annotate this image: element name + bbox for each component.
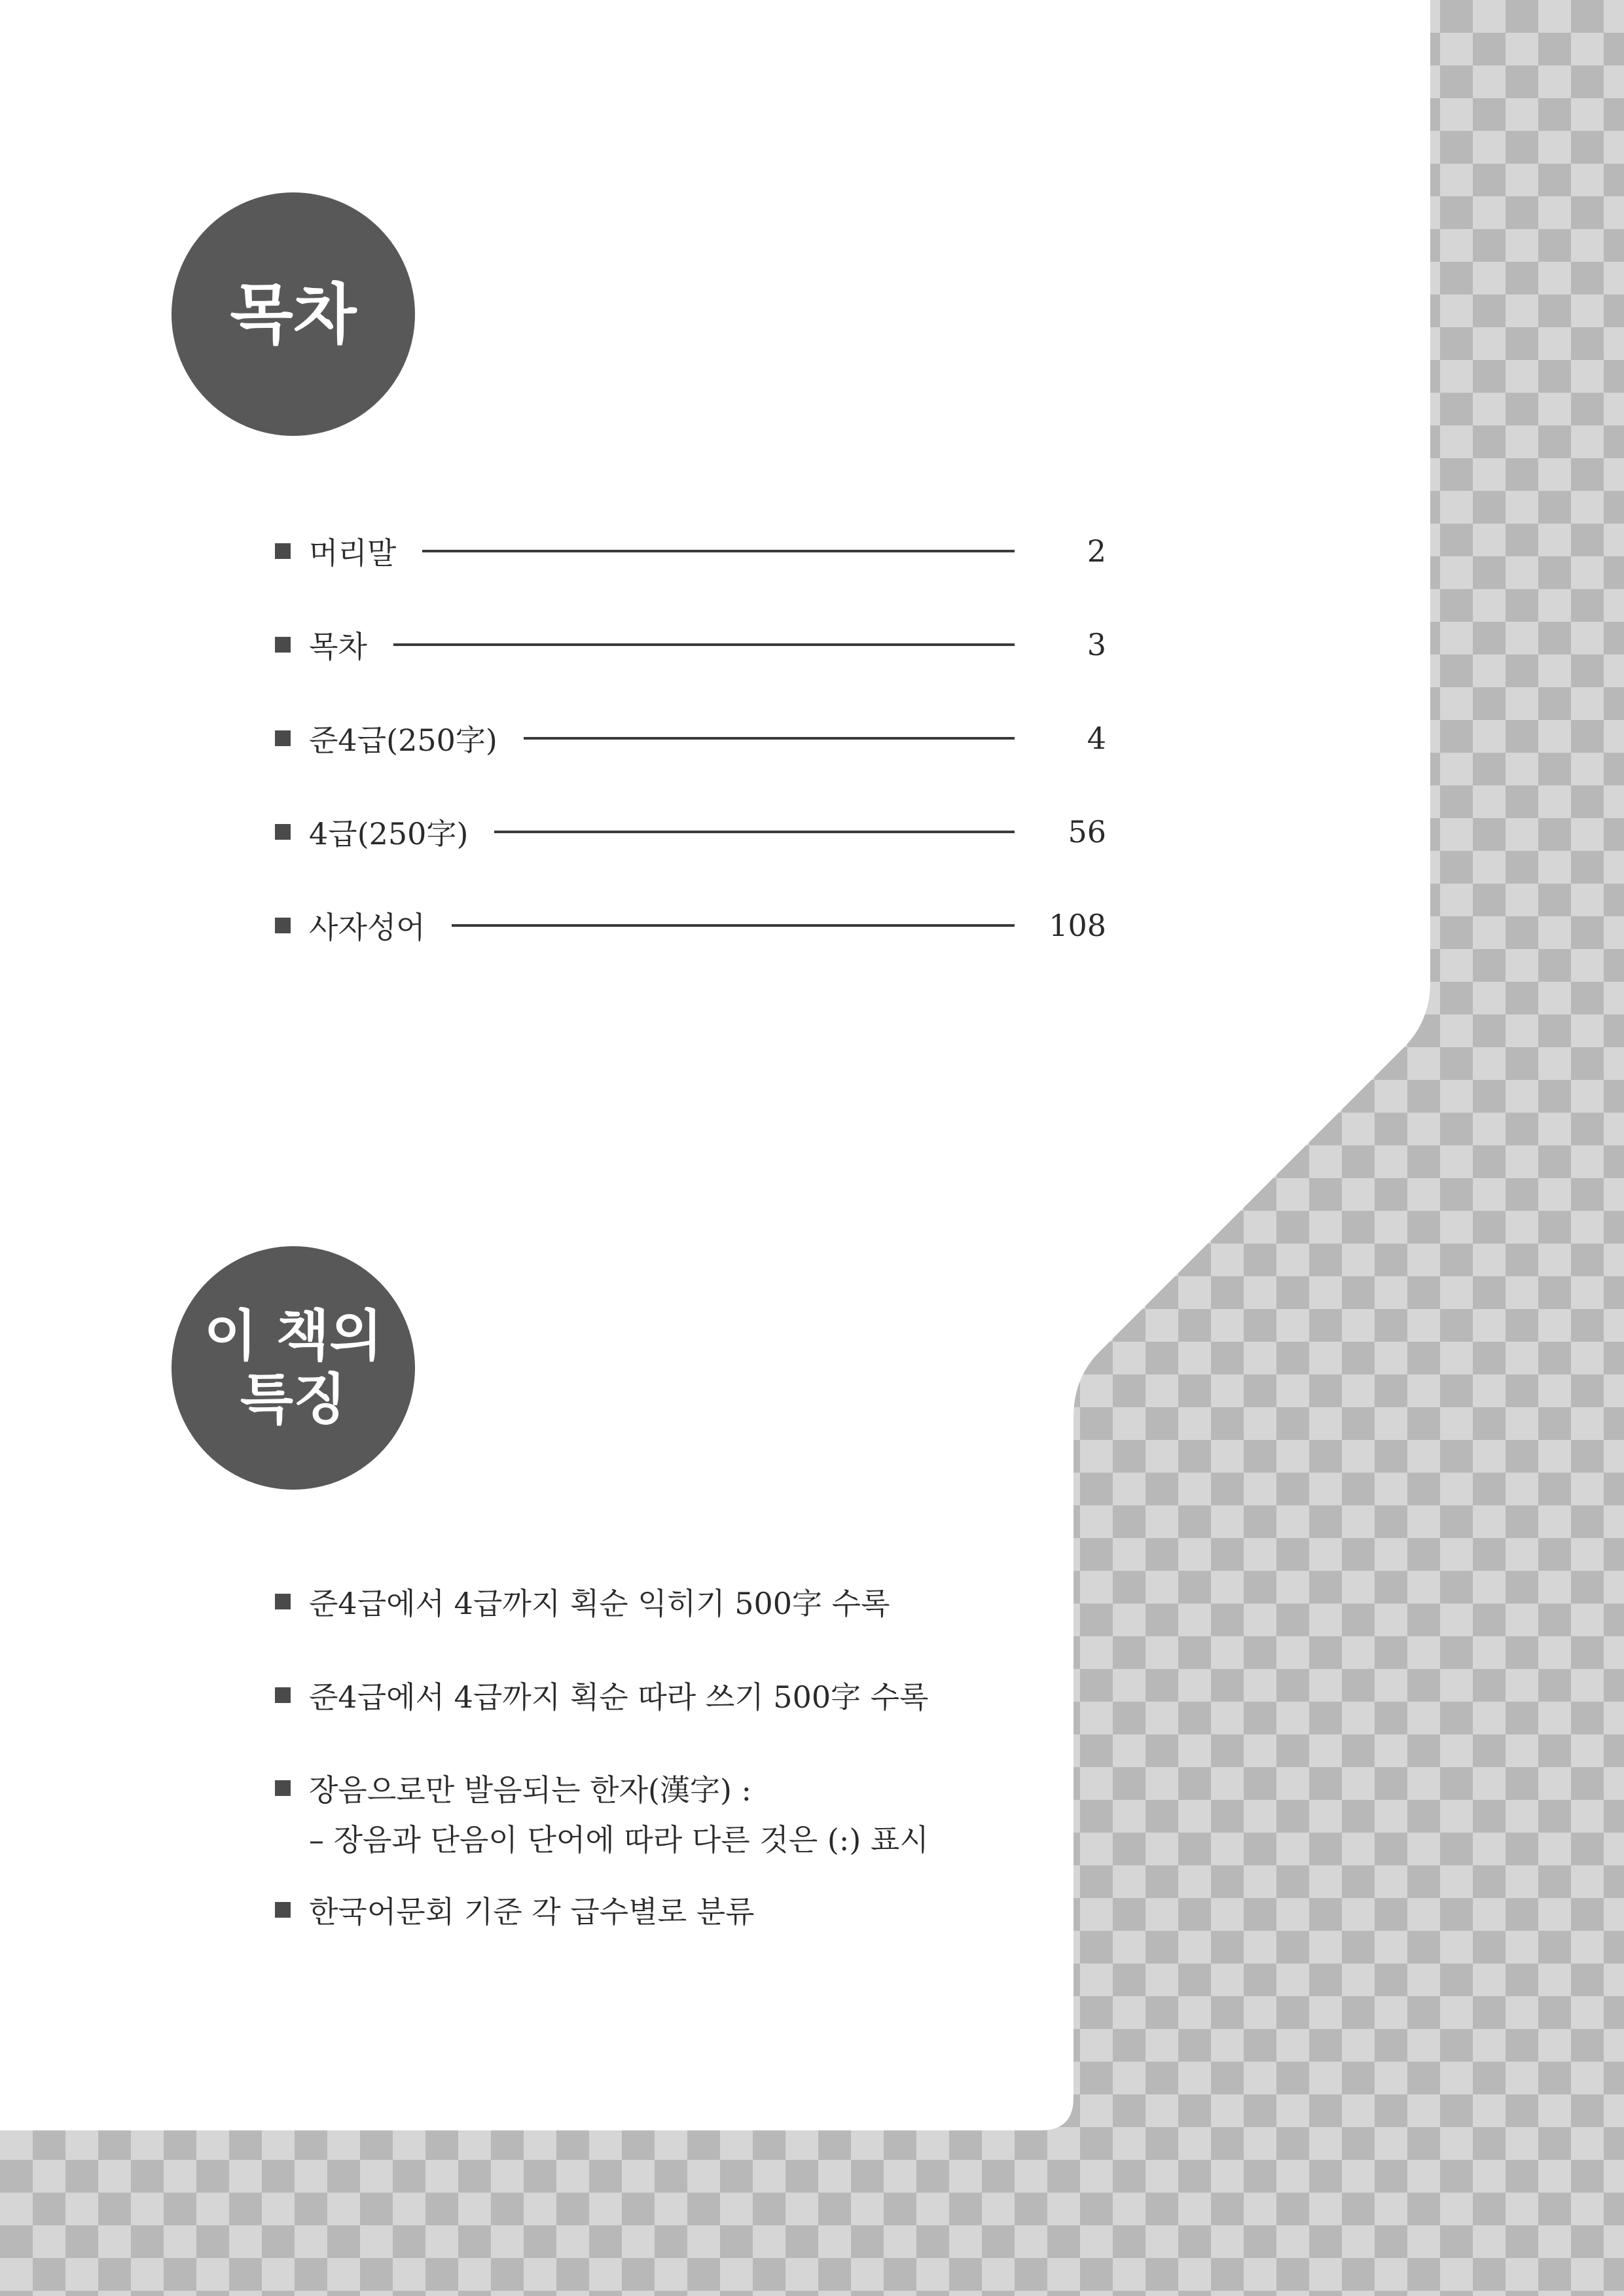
toc-item-label: 머리말: [309, 535, 397, 571]
feature-item: [275, 1763, 1060, 1813]
toc-item-page: 108: [1049, 907, 1106, 943]
toc-item-contents[interactable]: [275, 598, 1106, 691]
square-bullet-icon: [275, 1687, 291, 1703]
feature-item: [275, 1648, 1060, 1742]
features-badge-line1: 이 책의: [204, 1304, 383, 1369]
toc-item-page: 4: [1087, 720, 1106, 756]
features-badge-line2: 특징: [240, 1367, 347, 1431]
square-bullet-icon: [275, 1594, 291, 1609]
toc-item-label: 사자성어: [309, 909, 425, 945]
toc-item-label: 준4급(250字): [309, 722, 497, 758]
square-bullet-icon: [275, 918, 291, 933]
features-badge: [171, 1246, 415, 1490]
leader-line: [452, 924, 1015, 927]
leader-line: [494, 831, 1015, 833]
feature-sub-note: [275, 1813, 1060, 1863]
table-of-contents: [275, 504, 1106, 972]
feature-text: 준4급에서 4급까지 획순 익히기 500字 수록: [309, 1585, 890, 1621]
square-bullet-icon: [275, 637, 291, 653]
feature-item: [275, 1554, 1060, 1648]
feature-sub-text: – 장음과 단음이 단어에 따라 다른 것은 (:) 표시: [309, 1822, 929, 1857]
leader-line: [422, 550, 1015, 552]
toc-badge-text: 목차: [230, 276, 357, 353]
feature-text: 한국어문회 기준 각 급수별로 분류: [309, 1893, 755, 1929]
toc-item-page: 56: [1068, 814, 1106, 850]
features-list: [275, 1554, 1060, 1956]
toc-item-label: 목차: [309, 628, 367, 664]
leader-line: [524, 737, 1015, 740]
feature-item: [275, 1863, 1060, 1956]
feature-text: 장음으로만 발음되는 한자(漢字) :: [309, 1772, 752, 1808]
feature-text: 준4급에서 4급까지 획순 따라 쓰기 500字 수록: [309, 1679, 929, 1715]
toc-item-label: 4급(250字): [309, 816, 469, 852]
toc-item-grade-4-semi[interactable]: [275, 691, 1106, 785]
square-bullet-icon: [275, 730, 291, 746]
square-bullet-icon: [275, 1902, 291, 1918]
square-bullet-icon: [275, 1780, 291, 1796]
toc-item-grade-4[interactable]: [275, 785, 1106, 878]
square-bullet-icon: [275, 824, 291, 840]
square-bullet-icon: [275, 543, 291, 559]
toc-item-idioms[interactable]: [275, 878, 1106, 972]
toc-item-page: 2: [1087, 533, 1106, 569]
toc-badge: [171, 192, 415, 436]
toc-item-preface[interactable]: [275, 504, 1106, 598]
leader-line: [393, 643, 1015, 646]
toc-item-page: 3: [1087, 626, 1106, 662]
